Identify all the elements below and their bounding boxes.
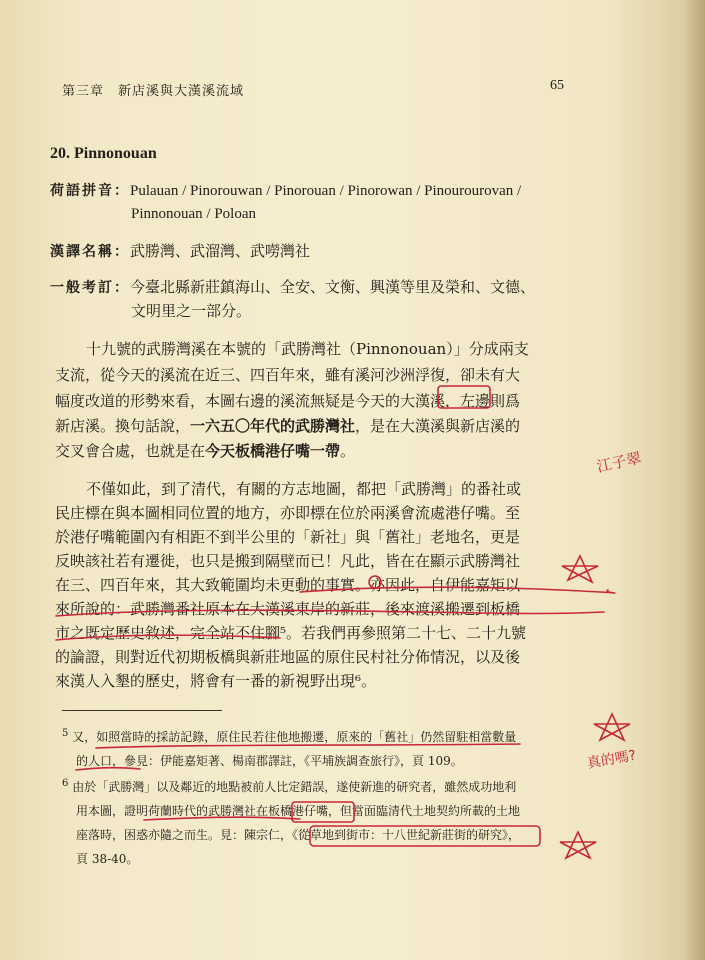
handwritten-note-top: 江子翠 (595, 448, 643, 476)
footnote-6-text-cont: 用本圖，證明荷蘭時代的武勝灣社在板橋港仔嘴，但當面臨清代土地契約所載的土地 (76, 804, 521, 818)
para1-text: ，是在大漢溪與新店溪的 (355, 417, 521, 435)
para2-line: 的論證，則對近代初期板橋與新莊地區的原住民村社分佈情況，以及後 (55, 648, 521, 666)
para1-bold-text: 今天板橋港仔嘴一帶 (205, 442, 341, 460)
para2-line: 民庄標在與本圖相同位置的地方，亦即標在位於兩溪會流處港仔嘴。至 (55, 504, 521, 522)
underline-red (300, 587, 615, 593)
underline-red (76, 768, 140, 770)
para1-text: 。 (340, 442, 356, 460)
section-title: 20. Pinnonouan (50, 145, 157, 162)
footnote-6-text: 由於「武勝灣」以及鄰近的地點被前人比定錯誤，遂使新進的研究者，雖然成功地利 (72, 780, 517, 794)
star-mark (562, 556, 598, 582)
circle-mark (369, 576, 381, 588)
dutch-spelling-values: Pulauan / Pinorouwan / Pinorouan / Pinorowan / Pinourourovan / (130, 183, 522, 199)
underline-red (96, 744, 520, 748)
general-study-label: 一般考訂： (50, 280, 130, 296)
footnote-5-marker: 5 (62, 728, 69, 739)
para1-bold-text: 一六五〇年代的武勝灣社 (190, 417, 356, 435)
chinese-name-value: 武勝灣、武溜灣、武嘮灣社 (130, 242, 311, 260)
para2-line: 來漢人入墾的歷史，將會有一番的新視野出現⁶。 (55, 672, 377, 690)
footnote-5-text: 又，如照當時的採訪記錄，原住民若往他地搬遷，原來的「舊社」仍然留駐相當數量 (72, 730, 517, 744)
box-book-title (310, 826, 540, 846)
general-study-value: 今臺北縣新莊鎮海山、全安、文衡、興漢等里及榮和、文德、 (130, 278, 536, 296)
chapter-header: 第三章 新店溪與大漢溪流域 (62, 84, 245, 99)
star-mark (594, 714, 630, 740)
para2-line: 市之既定歷史敘述，完全站不住腳⁵。若我們再參照第二十七、二十九號 (55, 624, 527, 642)
footnote-5-text-cont: 的人口，參見：伊能嘉矩著、楊南郡譯註，《平埔族調查旅行》，頁 109。 (76, 754, 463, 768)
para1-line: 十九號的武勝灣溪在本號的「武勝灣社（Pinnonouan）」分成兩支 (86, 340, 529, 358)
star-mark (560, 832, 596, 858)
dutch-spelling-label: 荷語拼音： (50, 183, 130, 199)
para2-line: 在三、四百年來，其大致範圍均未更動的事實。亦因此，自伊能嘉矩以 (55, 576, 521, 594)
general-study-value-cont: 文明里之一部分。 (131, 302, 252, 320)
footnote-6-text-cont: 座落時，困惑亦隨之而生。見：陳宗仁，《從草地到街市：十八世紀新莊街的研究》， (76, 828, 521, 842)
para2-line: 不僅如此，到了清代，有關的方志地圖，都把「武勝灣」的番社或 (86, 480, 522, 498)
underline-red (56, 635, 280, 640)
para1-line: 支流，從今天的溪流在近三、四百年來，雖有溪河沙洲浮復，卻未有大 (55, 366, 521, 384)
para1-text: 新店溪。換句話說， (55, 417, 191, 435)
underline-red (56, 610, 604, 616)
page-number: 65 (550, 78, 564, 93)
handwritten-note-bottom: 真的嗎? (585, 747, 638, 772)
underline-red (144, 817, 300, 820)
footnote-6-text-cont: 頁 38-40。 (76, 852, 139, 866)
box-da-han-xi (438, 386, 490, 408)
para2-line: 反映該社若有遷徙，也只是搬到隔壁而已！凡此，皆在在顯示武勝灣社 (55, 552, 521, 570)
para1-text: 交叉會合處，也就是在 (55, 442, 206, 460)
chinese-name-label: 漢譯名稱： (50, 244, 130, 260)
dutch-spelling-values-cont: Pinnonouan / Poloan (131, 206, 257, 222)
box-banqiao (292, 802, 354, 822)
para2-line: 來所說的：武勝灣番社原本在大漢溪東岸的新莊，後來渡溪搬遷到板橋 (55, 600, 521, 618)
para1-line: 幅度改道的形勢來看，本圖右邊的溪流無疑是今天的大漢溪，左邊則爲 (55, 392, 521, 410)
footnote-6-marker: 6 (62, 778, 69, 789)
para2-line: 於港仔嘴範圍內有相距不到半公里的「新社」與「舊社」老地名，更是 (55, 528, 521, 546)
